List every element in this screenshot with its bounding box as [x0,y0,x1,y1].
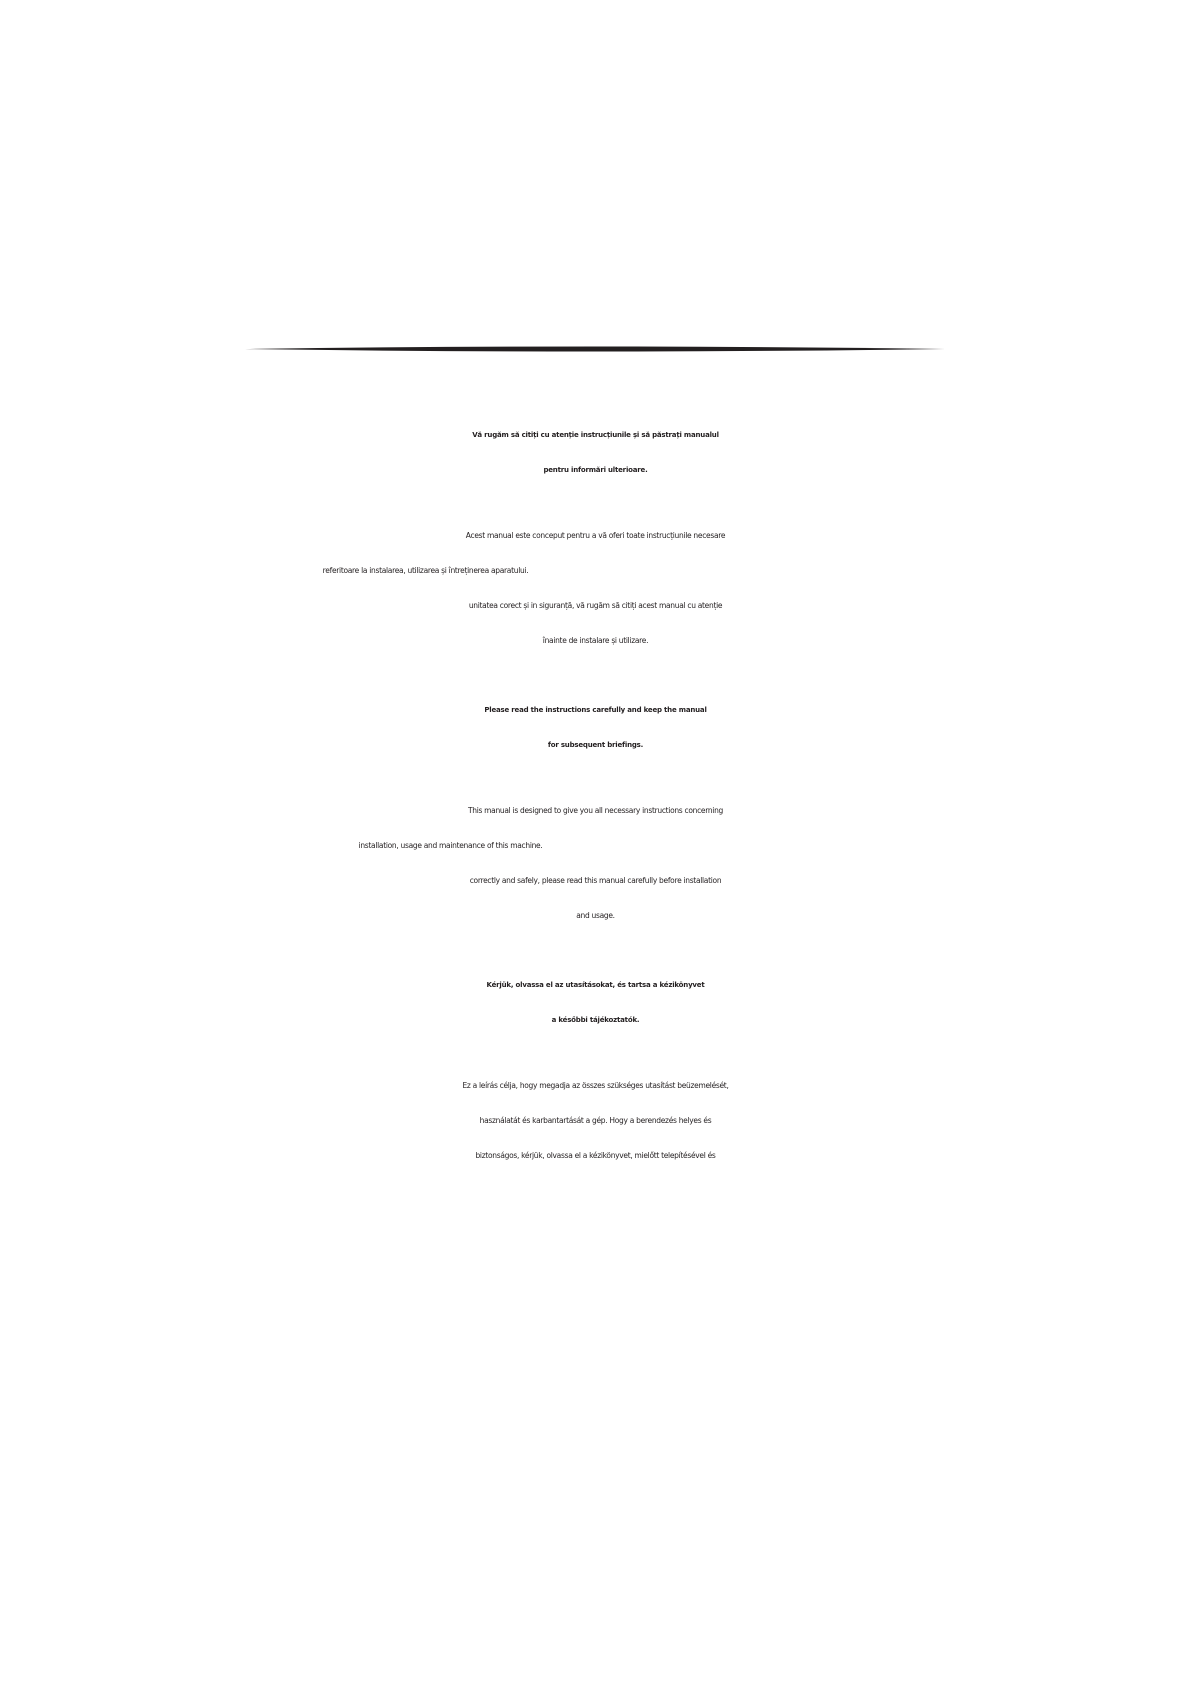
body-line: biztonságos, kérjük, olvassa el a kézikönyvet, mielőtt telepítésével és [475,1151,716,1160]
body-line: correctly and safely, please read this manual carefully before installation [469,876,722,885]
body-line: and usage. [576,911,615,920]
heading-line: for subsequent briefings. [547,741,644,749]
section-hungarian [0,968,1191,1173]
heading-line: Vă rugăm să citiți cu atenție instrucțiunile și să păstrați manualul [472,431,719,439]
heading-line: Please read the instructions carefully and keep the manual [484,706,707,714]
section-body [0,1068,1191,1173]
section-romanian [0,418,1191,658]
body-line: înainte de instalare și utilizare. [542,636,649,645]
body-line: Acest manual este conceput pentru a vă oferi toate instrucțiunile necesare [465,531,726,540]
section-english [0,693,1191,933]
heading-line: Kérjük, olvassa el az utasításokat, és tartsa a kézikönyvet [486,981,705,989]
body-line: installation, usage and maintenance of this machine. [358,841,543,850]
body-line: Ez a leírás célja, hogy megadja az összes szükséges utasítást beüzemelését, [462,1081,729,1090]
heading-line: a későbbi tájékoztatók. [551,1016,640,1024]
body-line: This manual is designed to give you all necessary instructions concerning [467,806,724,815]
manual-intro [0,418,1191,1173]
section-heading [0,693,1191,763]
section-body [0,793,1191,933]
body-line: használatát és karbantartását a gép. Hogy a berendezés helyes és [479,1116,712,1125]
body-line: unitatea corect și in siguranță, vă rugăm să citiți acest manual cu atenție [468,601,723,610]
section-body [0,518,1191,658]
body-line: referitoare la instalarea, utilizarea și întreținerea aparatului. [322,566,529,575]
section-heading [0,968,1191,1038]
section-heading [0,418,1191,488]
decorative-divider [245,344,945,354]
heading-line: pentru informări ulterioare. [543,466,648,474]
